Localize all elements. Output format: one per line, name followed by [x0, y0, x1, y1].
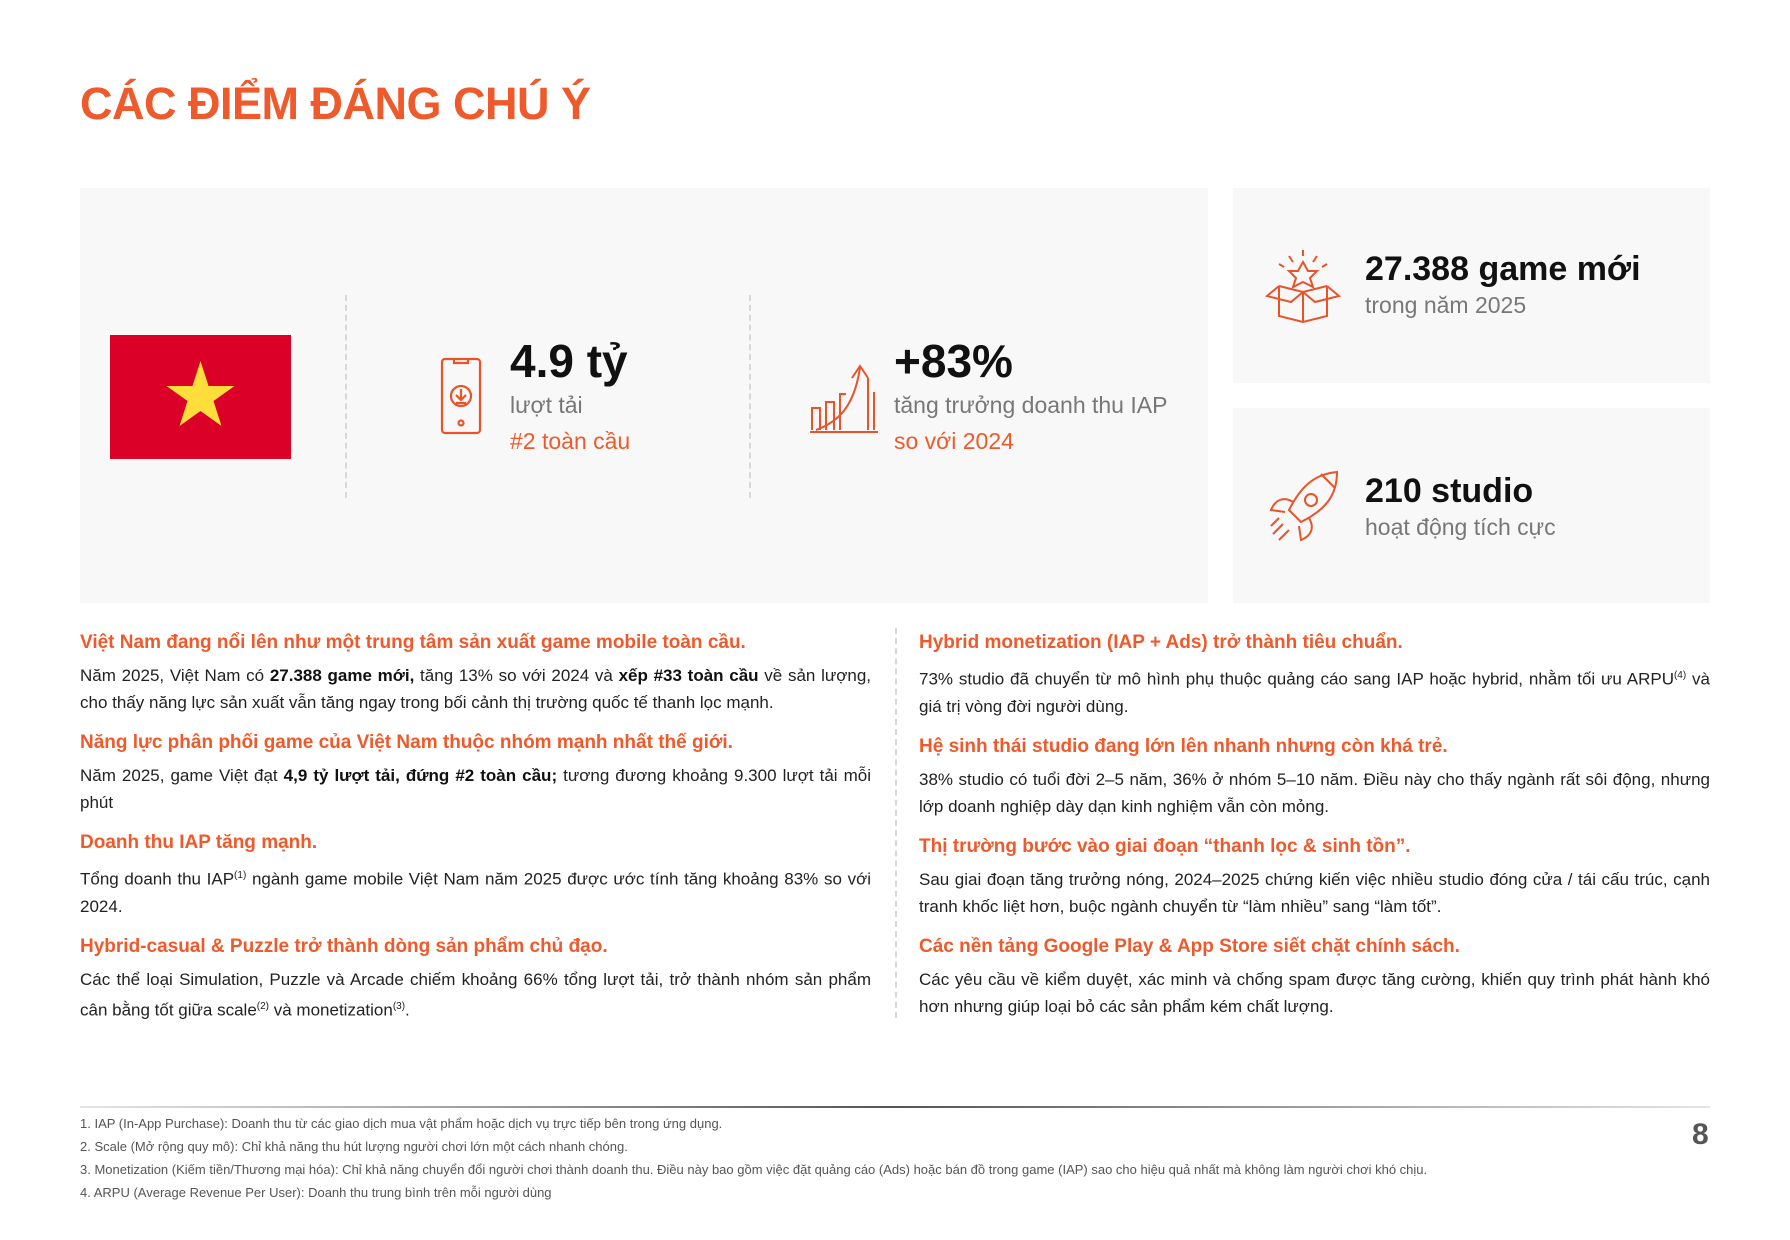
- footnote: 1. IAP (In-App Purchase): Doanh thu từ các giao dịch mua vật phẩm hoặc dịch vụ trực tiếp bên trong ứng dụng.: [80, 1116, 723, 1131]
- insight-body: Các thể loại Simulation, Puzzle và Arcade chiếm khoảng 66% tổng lượt tải, trở thành nhóm sản phẩm cân bằng tốt giữa scale$^{(2)}$ và monetization$^{(3)}$.: [80, 969, 871, 1020]
- insight-heading: Các nền tảng Google Play & App Store siết chặt chính sách.: [919, 935, 1460, 957]
- insight-heading: Việt Nam đang nổi lên như một trung tâm sản xuất game mobile toàn cầu.: [80, 632, 746, 653]
- column-divider: [895, 628, 897, 1018]
- page-number: 8: [1692, 1118, 1709, 1151]
- insight-body: 73% studio đã chuyển từ mô hình phụ thuộc quảng cáo sang IAP hoặc hybrid, nhằm tối ưu ARPU$^{(4)}$ và giá trị vòng đời người dùng.: [919, 669, 1710, 716]
- insight-body: Sau giai đoạn tăng trưởng nóng, 2024–2025 chứng kiến việc nhiều studio đóng cửa / tái cấu trúc, cạnh tranh khốc liệt hơn, buộc ngành chuyển từ “làm nhiều” sang “làm tốt”.: [919, 869, 1710, 916]
- insight-item: [919, 936, 1710, 1020]
- insight-body: Năm 2025, game Việt đạt 4,9 tỷ lượt tải, đứng #2 toàn cầu; tương đương khoảng 9.300 lượt tải mỗi phút: [80, 766, 871, 812]
- insight-item: [80, 732, 871, 816]
- iap-growth-value: +83%: [894, 335, 1013, 387]
- downloads-value: 4.9 tỷ: [510, 335, 628, 387]
- insight-item: [80, 936, 871, 1024]
- insight-item: [919, 736, 1710, 820]
- growth-chart-icon: [808, 362, 880, 434]
- rocket-icon: [1265, 470, 1341, 546]
- insight-item: [80, 632, 871, 716]
- insight-heading: Năng lực phân phối game của Việt Nam thuộc nhóm mạnh nhất thế giới.: [80, 732, 733, 753]
- insight-item: [80, 832, 871, 920]
- iap-growth-compare: so với 2024: [894, 428, 1014, 454]
- insight-body: Các yêu cầu về kiểm duyệt, xác minh và chống spam được tăng cường, khiến quy trình phát hành khó hơn nhưng giúp loại bỏ các sản phẩm kém chất lượng.: [919, 969, 1710, 1016]
- insight-item: [919, 836, 1710, 920]
- footer-divider: [80, 1106, 1710, 1108]
- divider: [749, 295, 751, 498]
- page-title: CÁC ĐIỂM ĐÁNG CHÚ Ý: [80, 78, 591, 129]
- phone-download-icon: [440, 357, 482, 435]
- vietnam-flag-icon: [110, 335, 291, 459]
- insight-item: [919, 632, 1710, 720]
- insight-body: Tổng doanh thu IAP$^{(1)}$ ngành game mobile Việt Nam năm 2025 được ước tính tăng khoảng 83% so với 2024.: [80, 869, 871, 916]
- footnote: 2. Scale (Mở rộng quy mô): Chỉ khả năng thu hút lượng người chơi lớn một cách nhanh chóng.: [80, 1139, 628, 1154]
- footnote: 3. Monetization (Kiếm tiền/Thương mại hóa): Chỉ khả năng chuyển đổi người chơi thành doanh thu. Điều này bao gồm việc đặt quảng cáo (Ads) hoặc bán đồ trong game (IAP) sao cho hiệu quả nhất mà không làm người chơi khó chịu.: [80, 1162, 1428, 1177]
- studios-value: 210 studio: [1365, 472, 1534, 510]
- insight-body: Năm 2025, Việt Nam có 27.388 game mới, tăng 13% so với 2024 và xếp #33 toàn cầu về sản lượng, cho thấy năng lực sản xuất vẫn tăng ngay trong bối cảnh thị trường quốc tế thanh lọc mạnh.: [80, 666, 872, 712]
- insight-heading: Doanh thu IAP tăng mạnh.: [80, 832, 318, 853]
- downloads-label: lượt tải: [510, 392, 583, 418]
- left-column: [80, 632, 871, 1039]
- insight-heading: Hybrid-casual & Puzzle trở thành dòng sản phẩm chủ đạo.: [80, 935, 608, 957]
- new-games-value: 27.388 game mới: [1365, 250, 1641, 288]
- open-box-star-icon: [1265, 248, 1341, 324]
- downloads-rank: #2 toàn cầu: [510, 428, 631, 454]
- insight-heading: Hybrid monetization (IAP + Ads) trở thành tiêu chuẩn.: [919, 632, 1403, 653]
- insight-body: 38% studio có tuổi đời 2–5 năm, 36% ở nhóm 5–10 năm. Điều này cho thấy ngành rất sôi động, nhưng lớp doanh nghiệp dày dạn kinh nghiệm vẫn còn mỏng.: [919, 769, 1710, 816]
- insight-heading: Hệ sinh thái studio đang lớn lên nhanh nhưng còn khá trẻ.: [919, 735, 1448, 757]
- studios-label: hoạt động tích cực: [1365, 514, 1556, 540]
- divider: [345, 295, 347, 498]
- right-column: [919, 632, 1710, 1036]
- insight-heading: Thị trường bước vào giai đoạn “thanh lọc & sinh tồn”.: [919, 835, 1411, 857]
- new-games-label: trong năm 2025: [1365, 292, 1527, 318]
- footnote: 4. ARPU (Average Revenue Per User): Doanh thu trung bình trên mỗi người dùng: [80, 1185, 552, 1200]
- iap-growth-label: tăng trưởng doanh thu IAP: [894, 392, 1168, 418]
